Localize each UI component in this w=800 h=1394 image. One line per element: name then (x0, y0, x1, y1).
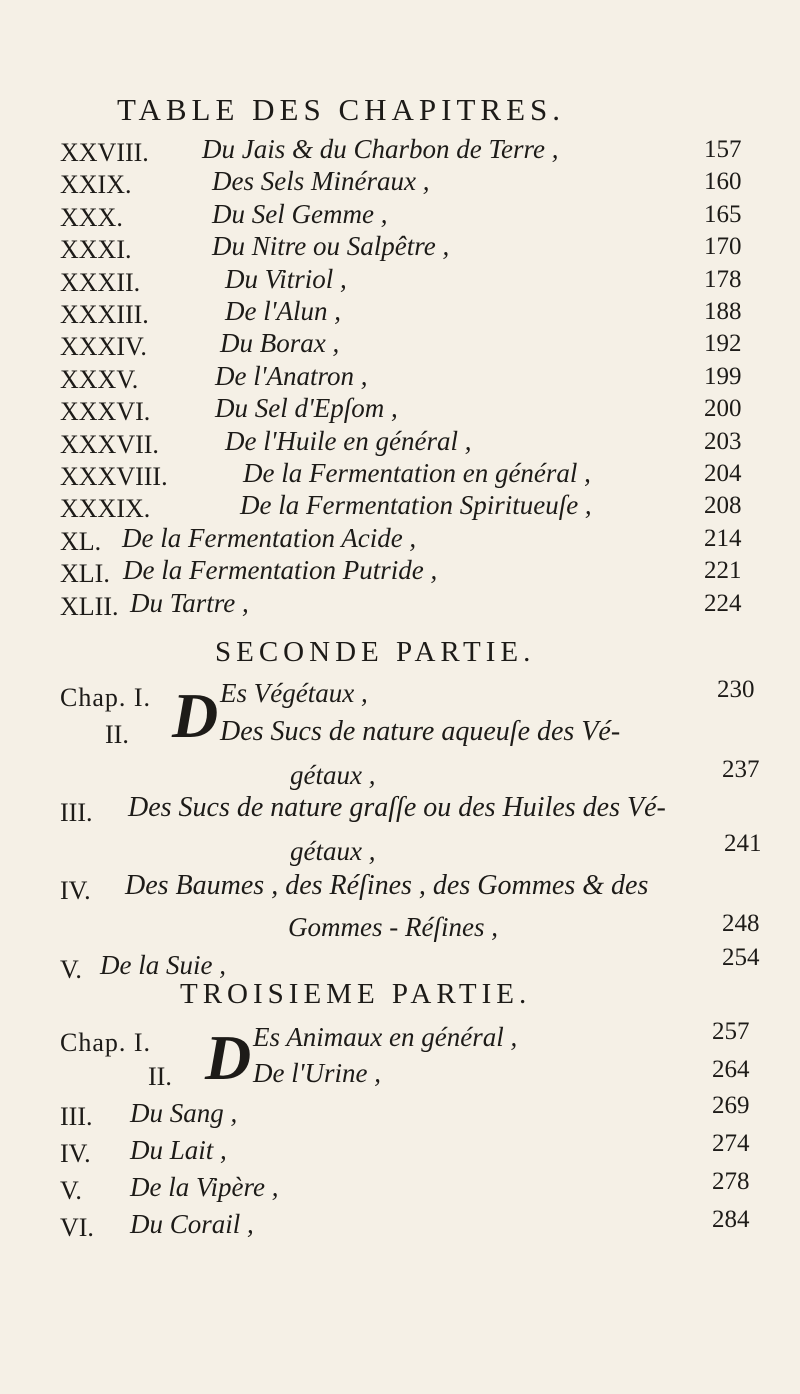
chapter-number: VI. (60, 1213, 94, 1242)
page-number: 254 (722, 944, 760, 971)
chapter-title: De la Fermentation Acide , (122, 522, 417, 553)
page-heading: TABLE DES CHAPITRES. (117, 92, 566, 127)
page-number: 221 (704, 557, 742, 585)
page-number: 214 (704, 524, 742, 552)
chapter-number: V. (60, 955, 82, 984)
chapter-title: De la Fermentation Putride , (123, 555, 438, 586)
page-number: 230 (717, 676, 755, 703)
drop-initial: D (172, 680, 219, 751)
chapter-number: XLI. (60, 559, 110, 589)
chapter-title: Des Baumes , des Réſines , des Gommes & des (125, 870, 649, 901)
chapter-number: XXX. (60, 202, 123, 232)
chapter-title: Du Tartre , (130, 587, 249, 618)
part2-heading: SECONDE PARTIE. (215, 636, 536, 668)
chapter-title: Du Lait , (130, 1135, 227, 1165)
chapter-number: III. (60, 1102, 93, 1131)
page-number: 264 (712, 1056, 750, 1083)
page-number: 204 (704, 460, 742, 487)
chapter-title: Es Végétaux , (220, 678, 368, 708)
page-number: 257 (712, 1018, 750, 1045)
page-number: 160 (704, 168, 742, 196)
page-number: 203 (704, 427, 742, 455)
chapter-title: De l'Urine , (253, 1058, 381, 1088)
page-number: 199 (704, 362, 742, 390)
chapter-title: De l'Huile en général , (225, 425, 472, 456)
part3-heading: TROISIEME PARTIE. (180, 978, 532, 1010)
page-number: 157 (704, 136, 742, 163)
chapter-number: XXXVI. (60, 397, 151, 427)
chapter-title: Des Sucs de nature graſſe ou des Huiles des Vé- (128, 792, 666, 823)
page-number: 200 (704, 395, 742, 423)
page-number: 278 (712, 1168, 750, 1195)
chapter-title: Du Jais & du Charbon de Terre , (202, 134, 559, 164)
page-number: 274 (712, 1130, 750, 1157)
chapter-title: De l'Alun , (225, 296, 342, 326)
chap-label: Chap. I. (60, 1028, 152, 1057)
chapter-number: XXXI. (60, 235, 132, 265)
page-number: 241 (724, 830, 762, 857)
chapter-title: Du Nitre ou Salpêtre , (212, 231, 450, 262)
chapter-title-continued: Gommes - Réſines , (288, 912, 498, 942)
chapter-title-continued: gétaux , (290, 760, 376, 790)
page-number: 192 (704, 330, 742, 358)
page-number: 178 (704, 265, 742, 293)
chapter-title: De la Suie , (100, 950, 226, 980)
chapter-title: Du Borax , (220, 328, 340, 359)
chapter-title: Du Sang , (130, 1098, 238, 1128)
chapter-number: III. (60, 798, 93, 827)
page-number: 170 (704, 233, 742, 261)
drop-initial: D (205, 1022, 252, 1093)
chapter-number: XL. (60, 526, 102, 556)
chapter-title: Du Sel Gemme , (212, 198, 388, 229)
page-number: 269 (712, 1092, 750, 1119)
chapter-number: XXXIX. (60, 494, 151, 524)
chapter-title-continued: gétaux , (290, 836, 376, 866)
chapter-title: De la Vipère , (130, 1172, 279, 1202)
chapter-number: XXVIII. (60, 138, 149, 167)
chapter-number: XLII. (60, 591, 119, 621)
chapter-number: XXXIII. (60, 300, 149, 329)
chapter-title: Des Sels Minéraux , (212, 166, 430, 197)
page-number: 224 (704, 589, 742, 617)
chapter-number: XXXVII. (60, 429, 159, 459)
chapter-number: IV. (60, 876, 91, 905)
chapter-title: Du Vitriol , (225, 263, 347, 294)
chapter-title: Es Animaux en général , (253, 1022, 518, 1052)
chapter-title: Du Corail , (130, 1209, 254, 1239)
chapter-number: II. (105, 720, 129, 749)
chapter-number: XXXV. (60, 364, 139, 394)
page-number: 165 (704, 200, 742, 228)
chapter-number: XXXIV. (60, 332, 147, 362)
chapter-number: IV. (60, 1139, 91, 1168)
page-number: 237 (722, 756, 760, 783)
chapter-number: XXXII. (60, 267, 141, 297)
chapter-number: II. (148, 1062, 172, 1091)
chapter-number: XXXVIII. (60, 462, 168, 491)
chapter-title: De l'Anatron , (215, 360, 368, 391)
chapter-number: XXIX. (60, 170, 132, 200)
chapter-title: De la Fermentation en général , (243, 458, 591, 488)
page-number: 248 (722, 910, 760, 937)
chapter-title: Du Sel d'Epſom , (215, 393, 398, 424)
chapter-title: De la Fermentation Spiritueuſe , (240, 490, 592, 521)
chapter-title: Des Sucs de nature aqueuſe des Vé- (220, 716, 621, 747)
page-number: 284 (712, 1206, 750, 1233)
chap-label: Chap. I. (60, 683, 152, 712)
page-number: 208 (704, 492, 742, 520)
chapter-number: V. (60, 1176, 82, 1205)
page-number: 188 (704, 298, 742, 325)
